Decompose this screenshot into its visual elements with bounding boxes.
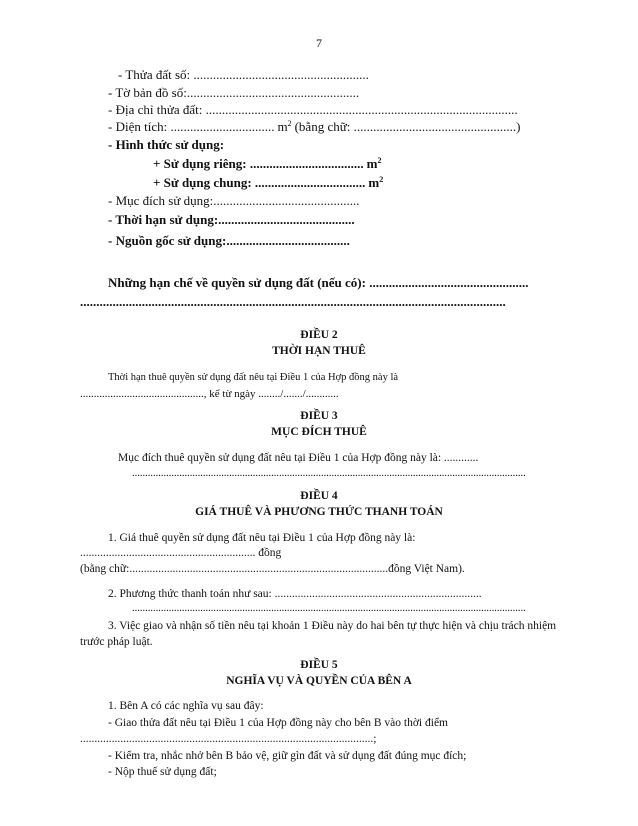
- parcel-address-line: - Địa chỉ thửa đất: ................................................................................................: [108, 102, 518, 117]
- private-use-unit-superscript: 2: [377, 156, 382, 165]
- article-title: GIÁ THUÊ VÀ PHƯƠNG THỨC THANH TOÁN: [195, 506, 443, 518]
- article-number: ĐIỀU 4: [300, 490, 338, 502]
- area-line: [108, 118, 618, 136]
- article-title: MỤC ĐÍCH THUÊ: [271, 426, 367, 438]
- dotted-fill-line: ......................................................................................................................................................: [132, 468, 526, 479]
- article-text-line: - Giao thửa đất nêu tại Điều 1 của Hợp đồng này cho bên B vào thời điểm: [108, 717, 448, 729]
- article-title: THỜI HẠN THUÊ: [272, 345, 366, 357]
- article-text-line: 1. Bên A có các nghĩa vụ sau đây:: [108, 700, 264, 712]
- article-text-line: 3. Việc giao và nhận số tiền nêu tại khoản 1 Điều này do hai bên tự thực hiện và chịu trách nhiệm: [108, 620, 557, 632]
- usage-origin-line: - Nguồn gốc sử dụng:......................................: [108, 233, 350, 248]
- price-amount-line: ............................................................. đồng: [80, 547, 282, 559]
- shared-use-line: [153, 174, 618, 192]
- article-text-line: trước pháp luật.: [80, 636, 153, 648]
- private-use-line: [153, 155, 618, 173]
- private-use-unit: m: [366, 156, 378, 171]
- shared-use-label: + Sử dụng chung: ..................................: [153, 175, 366, 190]
- restrictions-label: Những hạn chế về quyền sử dụng đất (nếu có): .................................................: [108, 275, 529, 290]
- payment-method-line: 2. Phương thức thanh toán như sau: ........................................................................: [108, 588, 482, 600]
- parcel-number-line: - Thửa đất số: ......................................................: [118, 67, 369, 82]
- usage-purpose-line: - Mục đích sử dụng:.............................................: [108, 193, 360, 208]
- area-in-words: (bằng chữ: ..................................................): [294, 119, 521, 134]
- shared-use-unit-superscript: 2: [379, 175, 384, 184]
- article-text-line: 1. Giá thuê quyền sử dụng đất nêu tại Điều 1 của Hợp đồng này là:: [108, 532, 416, 544]
- usage-form-heading: - Hình thức sử dụng:: [108, 137, 225, 152]
- dotted-fill-line: ......................................................................................................................................................: [132, 603, 526, 614]
- shared-use-unit: m: [368, 175, 380, 190]
- page-number: 7: [316, 36, 322, 50]
- dotted-fill-line: ......................................................................................................;: [80, 733, 377, 745]
- lease-start-date-line: ............................................., kể từ ngày ......../......./............: [80, 388, 339, 400]
- article-number: ĐIỀU 5: [300, 659, 338, 671]
- article-text-line: Mục đích thuê quyền sử dụng đất nêu tại Điều 1 của Hợp đồng này là: ............: [118, 452, 479, 464]
- area-unit-superscript: 2: [287, 119, 292, 128]
- article-title: NGHĨA VỤ VÀ QUYỀN CỦA BÊN A: [226, 675, 412, 687]
- restrictions-continuation: ...................................................................................................................................: [80, 294, 506, 309]
- area-unit: m: [277, 119, 288, 134]
- price-in-words-line: (bằng chữ:..........................................................................................đồng Việt Nam).: [80, 563, 465, 575]
- private-use-label: + Sử dụng riêng: ...................................: [153, 156, 364, 171]
- article-number: ĐIỀU 2: [300, 329, 338, 341]
- usage-term-line: - Thời hạn sử dụng:..........................................: [108, 212, 355, 227]
- area-label: - Diện tích: ................................: [108, 119, 275, 134]
- article-text-line: - Nộp thuế sử dụng đất;: [108, 766, 217, 778]
- map-sheet-line: - Tờ bản đồ số:.....................................................: [108, 85, 360, 100]
- article-text-line: - Kiểm tra, nhắc nhở bên B bảo vệ, giữ gìn đất và sử dụng đất đúng mục đích;: [108, 750, 467, 762]
- article-number: ĐIỀU 3: [300, 410, 338, 422]
- article-text-line: Thời hạn thuê quyền sử dụng đất nêu tại Điều 1 của Hợp đồng này là: [108, 372, 399, 383]
